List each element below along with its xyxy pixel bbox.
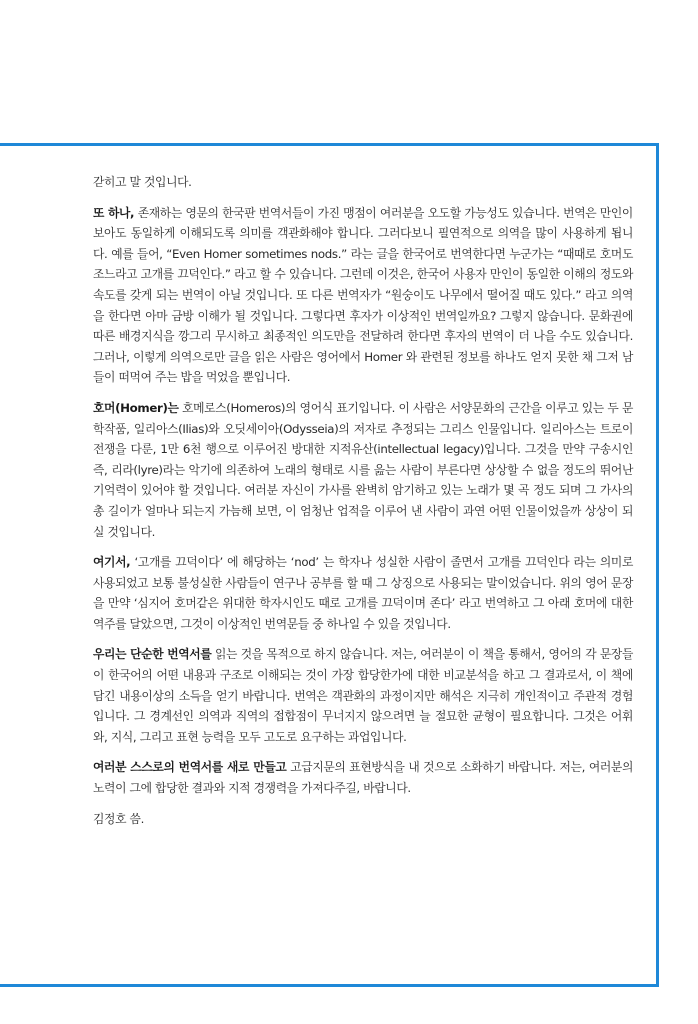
document-body: [93, 172, 633, 839]
paragraph-text: 존재하는 영문의 한국판 번역서들이 가진 맹점이 여러분을 오도할 가능성도 있습니다. 번역은 만인이 보아도 동일하게 이해되도록 의미를 객관화해야 합니다. 그러다보니 필연적으로 의역을 많이 사용하게 됩니다. 예를 들어, “Even Homer sometimes nods.” 라는 글을 한국어로 번역한다면 누군가는 “때때로 호머도 조느라고 고개를 끄덕인다.” 라고 할 수 있습니다. 그런데 이것은, 한국어 사용자 만인이 동일한 이해의 정도와 속도를 갖게 되는 번역이 아닐 것입니다. 또 다른 번역자가 “원숭이도 나무에서 떨어질 때도 있다.” 라고 의역을 한다면 아마 금방 이해가 될 것입니다. 그렇다면 후자가 이상적인 번역일까요? 그렇지 않습니다. 문화권에 따른 배경지식을 깡그리 무시하고 최종적인 의도만을 전달하려 한다면 후자의 번역이 더 나을 수도 있습니다. 그러나, 이렇게 의역으로만 글을 읽은 사람은 영어에서 Homer 와 관련된 정보를 하나도 얻지 못한 채 그저 남들이 떠먹여 주는 밥을 먹었을 뿐입니다.: [93, 205, 633, 385]
paragraph-text: 호메로스(Homeros)의 영어식 표기입니다. 이 사람은 서양문화의 근간을 이루고 있는 두 문학작품, 일리아스(Ilias)와 오딧세이아(Odysseia)의 저자로 추정되는 그리스 인물입니다. 일리아스는 트로이 전쟁을 다룬, 1만 6천 행으로 이루어진 방대한 지적유산(intellectual legacy)입니다. 그것을 만약 구송시인 즉, 리라(lyre)라는 악기에 의존하여 노래의 형태로 시를 읊는 사람이 부른다면 상상할 수 없을 정도의 뛰어난 기억력이 있어야 할 것입니다. 여러분 자신이 가사를 완벽히 암기하고 있는 노래가 몇 곡 정도 되며 그 가사의 총 길이가 얼마나 되는지 가늠해 보면, 이 엄청난 업적을 이루어 낸 사람이 과연 어떤 인물이었을까 상상이 되실 것입니다.: [93, 400, 633, 539]
signature: 김정호 씀.: [93, 811, 144, 826]
paragraph-text: ‘고개를 끄덕이다’ 에 해당하는 ‘nod’ 는 학자나 성실한 사람이 졸면서 고개를 끄덕인다 라는 의미로 사용되었고 보통 불성실한 사람들이 연구나 공부를 할 때 그 상징으로 사용되는 말이었습니다. 위의 영어 문장을 만약 ‘심지어 호머같은 위대한 학자시인도 때로 고개를 끄덕이며 존다’ 라고 번역하고 그 아래 호머에 대한 역주를 달았으면, 그것이 이상적인 번역문들 중 하나일 수 있을 것입니다.: [93, 555, 633, 631]
paragraph-lead: 우리는 단순한 번역서를: [93, 647, 212, 662]
paragraph-closing: [93, 757, 633, 798]
paragraph-text: 갇히고 말 것입니다.: [93, 175, 192, 189]
paragraph-text: 고급지문의 표현방식을 내 것으로 소화하기 바랍니다. 저는, 여러분의 노력이 그에 합당한 결과와 지적 경쟁력을 가져다주길, 바랍니다.: [93, 760, 633, 796]
paragraph-translation-blindspot: [93, 203, 633, 388]
paragraph-lead: 또 하나,: [93, 205, 135, 220]
paragraph-homer: [93, 398, 633, 542]
paragraph-lead: 호머(Homer)는: [93, 400, 179, 415]
paragraph-nod-meaning: [93, 552, 633, 634]
paragraph-lead: 여기서,: [93, 555, 131, 570]
paragraph-intro: [93, 172, 633, 193]
paragraph-purpose: [93, 644, 633, 747]
paragraph-text: 읽는 것을 목적으로 하지 않습니다. 저는, 여러분이 이 책을 통해서, 영어의 각 문장들이 한국어의 어떤 내용과 구조로 이해되는 것이 가장 합당한가에 대한 비교분석을 하고 그 결과로서, 이 책에 담긴 내용이상의 소득을 얻기 바랍니다. 번역은 객관화의 과정이지만 해석은 지극히 개인적이고 주관적 경험입니다. 그 경계선인 의역과 직역의 접합점이 무너지지 않으려면 늘 절묘한 균형이 필요합니다. 그것은 어휘와, 지식, 그리고 표현 능력을 모두 고도로 요구하는 과업입니다.: [93, 647, 633, 744]
paragraph-lead: 여러분 스스로의 번역서를 새로 만들고: [93, 760, 287, 775]
